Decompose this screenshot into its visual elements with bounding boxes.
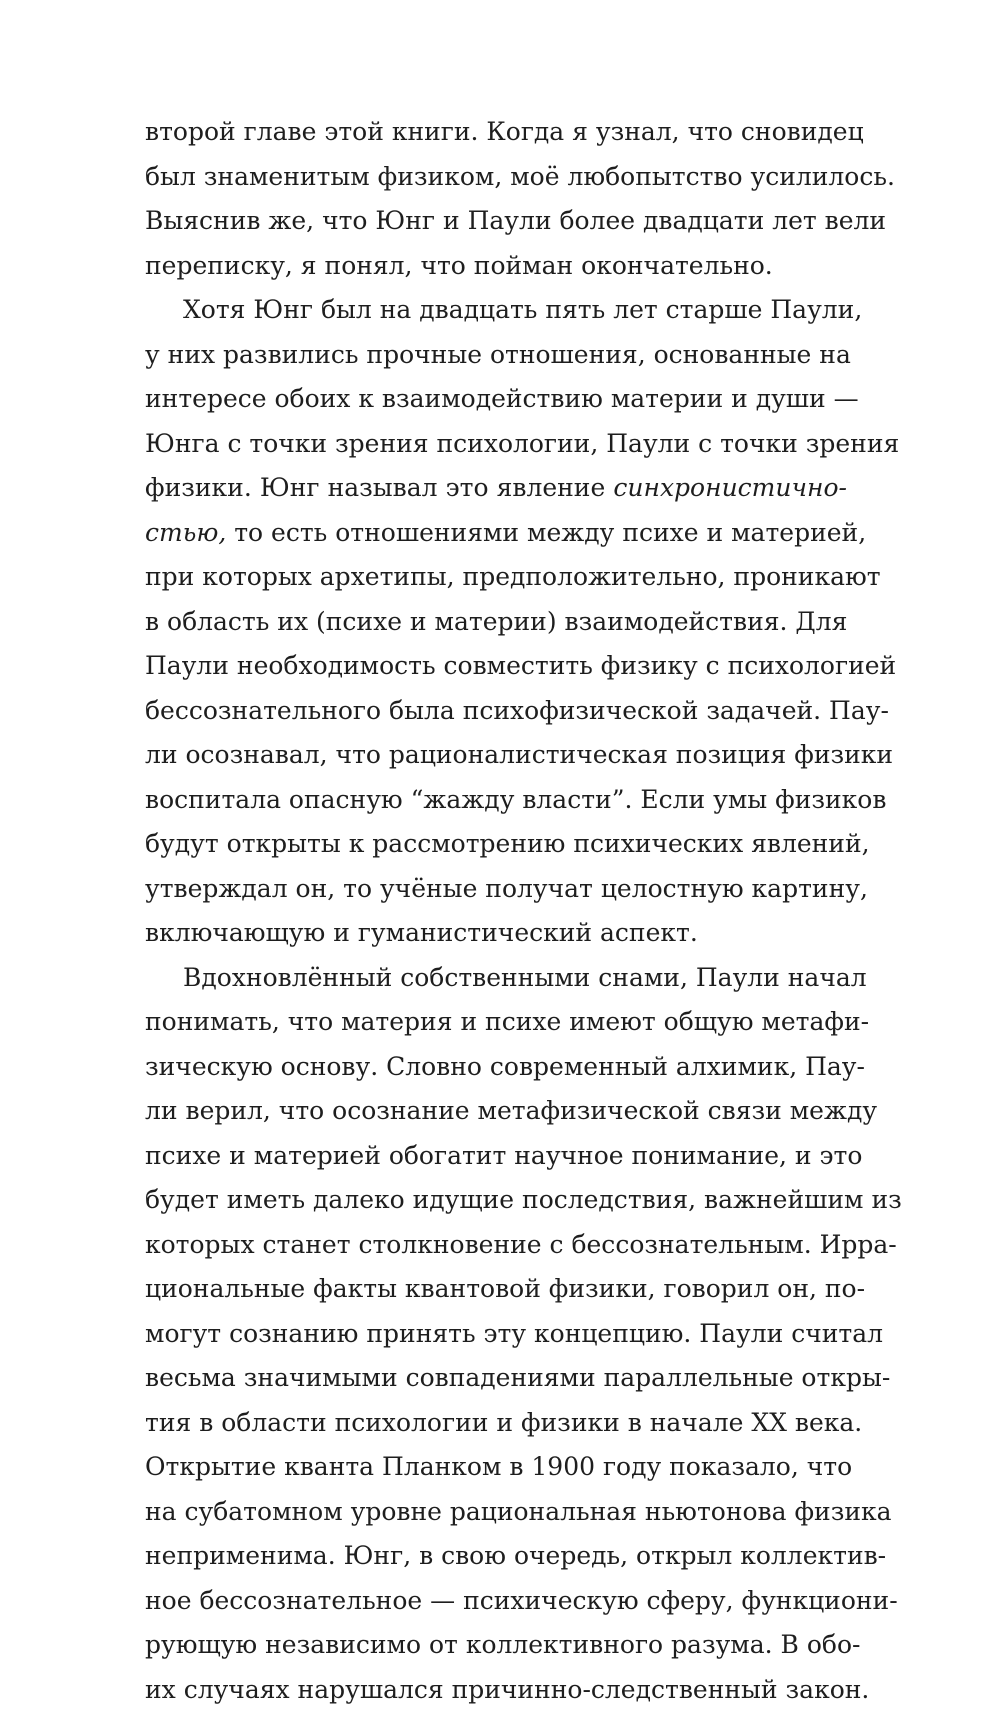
text-line: зическую основу. Словно современный алхимик, Пау-	[145, 1045, 847, 1090]
text-line: ли верил, что осознание метафизической связи между	[145, 1089, 847, 1134]
text-line: которых станет столкновение с бессознательным. Ирра-	[145, 1223, 847, 1268]
text-line-plain: физики. Юнг называл это явление	[145, 473, 613, 502]
text-line: на субатомном уровне рациональная ньютонова физика	[145, 1490, 847, 1535]
text-line: тия в области психологии и физики в начале XX века.	[145, 1401, 847, 1446]
text-line: Выяснив же, что Юнг и Паули более двадцати лет вели	[145, 199, 847, 244]
text-line: весьма значимыми совпадениями параллельные откры-	[145, 1356, 847, 1401]
text-line	[145, 511, 847, 556]
text-line: Хотя Юнг был на двадцать пять лет старше Паули,	[145, 288, 847, 333]
text-line: переписку, я понял, что пойман окончательно.	[145, 244, 847, 289]
text-line: циональные факты квантовой физики, говорил он, по-	[145, 1267, 847, 1312]
text-line: включающую и гуманистический аспект.	[145, 911, 847, 956]
paragraph	[145, 288, 847, 956]
text-line: будет иметь далеко идущие последствия, важнейшим из	[145, 1178, 847, 1223]
text-body	[145, 110, 847, 1712]
text-line: утверждал он, то учёные получат целостную картину,	[145, 867, 847, 912]
text-line: у них развились прочные отношения, основанные на	[145, 333, 847, 378]
text-line: был знаменитым физиком, моё любопытство усилилось.	[145, 155, 847, 200]
text-line: при которых архетипы, предположительно, проникают	[145, 555, 847, 600]
text-line: могут сознанию принять эту концепцию. Паули считал	[145, 1312, 847, 1357]
text-line: их случаях нарушался причинно-следственный закон.	[145, 1668, 847, 1712]
text-line: Вдохновлённый собственными снами, Паули начал	[145, 956, 847, 1001]
text-line: психе и материей обогатит научное понимание, и это	[145, 1134, 847, 1179]
text-line: рующую независимо от коллективного разума. В обо-	[145, 1623, 847, 1668]
text-line: Юнга с точки зрения психологии, Паули с точки зрения	[145, 422, 847, 467]
paragraph	[145, 110, 847, 288]
text-line: в область их (психе и материи) взаимодействия. Для	[145, 600, 847, 645]
text-line: интересе обоих к взаимодействию материи и души —	[145, 377, 847, 422]
paragraph	[145, 956, 847, 1712]
text-line: будут открыты к рассмотрению психических явлений,	[145, 822, 847, 867]
italic-term: синхронистично-	[613, 473, 847, 502]
text-line-plain: то есть отношениями между психе и материей,	[226, 518, 866, 547]
text-line: бессознательного была психофизической задачей. Пау-	[145, 689, 847, 734]
text-line: воспитала опасную “жажду власти”. Если умы физиков	[145, 778, 847, 823]
text-line: Открытие кванта Планком в 1900 году показало, что	[145, 1445, 847, 1490]
text-line: ли осознавал, что рационалистическая позиция физики	[145, 733, 847, 778]
text-line: неприменима. Юнг, в свою очередь, открыл коллектив-	[145, 1534, 847, 1579]
text-line: ное бессознательное — психическую сферу, функциони-	[145, 1579, 847, 1624]
text-line: Паули необходимость совместить физику с психологией	[145, 644, 847, 689]
text-line: понимать, что материя и психе имеют общую метафи-	[145, 1000, 847, 1045]
text-line	[145, 466, 847, 511]
text-line: второй главе этой книги. Когда я узнал, что сновидец	[145, 110, 847, 155]
italic-term: стью,	[145, 518, 226, 547]
